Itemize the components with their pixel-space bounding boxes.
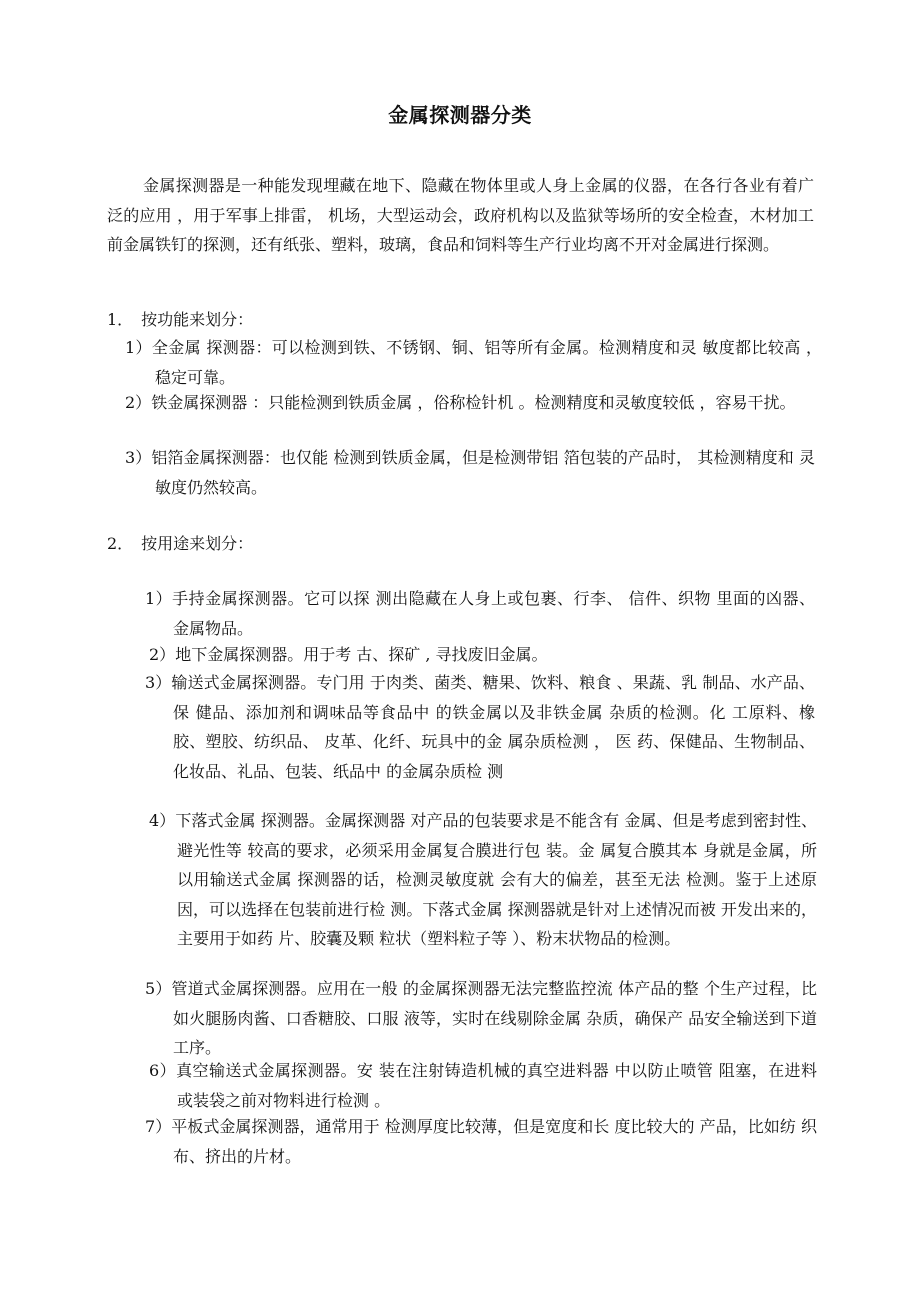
item-text: 平板式金属探测器，通常用于 检测厚度比较薄，但是宽度和长 度比较大的 产品，比如纺 织布、挤出的片材。 bbox=[171, 1117, 817, 1166]
section-1-heading: 1． 按功能来划分： bbox=[107, 310, 254, 329]
item-number: 1） bbox=[145, 589, 173, 608]
item-number: 3） bbox=[125, 448, 152, 467]
item-text: 全金属 探测器：可以检测到铁、不锈钢、铜、铝等所有金属。检测精度和灵 敏度都比较高 ，稳定可靠。 bbox=[151, 338, 822, 387]
item-number: 5） bbox=[145, 979, 172, 998]
item-text: 铁金属探测器 ：只能检测到铁质金属 ，俗称检针机 。检测精度和灵敏度较低 ，容易干扰。 bbox=[151, 393, 796, 412]
section-2-item-1 bbox=[145, 584, 815, 643]
item-text: 管道式金属探测器。应用在一般 的金属探测器无法完整监控流 体产品的整 个生产过程，比 如火腿肠肉酱、口香糖胶、口服 液等，实时在线剔除金属 杂质，确保产 品安全输送到下道工序。 bbox=[171, 979, 817, 1057]
item-number: 1） bbox=[125, 338, 152, 357]
item-number: 7） bbox=[145, 1117, 172, 1136]
item-number: 3） bbox=[145, 673, 172, 692]
section-2-item-7 bbox=[145, 1112, 817, 1171]
section-1-item-3 bbox=[125, 443, 815, 502]
intro-paragraph: 金属探测器是一种能发现埋藏在地下、隐藏在物体里或人身上金属的仪器，在各行各业有着广泛的应用 ，用于军事上排雷， 机场，大型运动会，政府机构以及监狱等场所的安全检查，木材加工前金属铁钉的探测，还有纸张、塑料，玻璃，食品和饲料等生产行业均离不开对金属进行探测。 bbox=[107, 176, 814, 254]
item-number: 6） bbox=[149, 1061, 177, 1080]
item-number: 4） bbox=[149, 811, 176, 830]
page-title: 金属探测器分类 bbox=[388, 103, 532, 127]
item-text: 真空输送式金属探测器。安 装在注射铸造机械的真空进料器 中以防止喷管 阻塞，在进料 或装袋之前对物料进行检测 。 bbox=[176, 1061, 818, 1110]
section-2-heading: 2． 按用途来划分： bbox=[107, 534, 254, 553]
section-1-item-2 bbox=[125, 388, 822, 418]
item-number: 2） bbox=[125, 393, 152, 412]
item-text: 手持金属探测器。它可以探 测出隐藏在人身上或包裹、行李、 信件、织物 里面的凶器、 金属物品。 bbox=[172, 589, 815, 638]
item-text: 地下金属探测器。用于考 古、探矿 , 寻找废旧金属。 bbox=[175, 645, 548, 664]
item-text: 下落式金属 探测器。金属探测器 对产品的包装要求是不能含有 金属、但是考虑到密封性、避光性等 较高的要求，必须采用金属复合膜进行包 装。金 属复合膜其本 身就是金属，所以用输送式金属 探测器的话，检测灵敏度就 会有大的偏差，甚至无法 检测。鉴于上述原因，可以选择在包装前进行检 测。下落式金属 探测器就是针对上述情况而被 开发出来的，主要用于如药 片、胶囊及颗 粒状（塑料粒子等 ）、粉末状物品的检测。 bbox=[175, 811, 817, 948]
item-number: 2） bbox=[149, 645, 176, 664]
section-2-item-3 bbox=[145, 668, 815, 786]
section-2-item-2 bbox=[149, 640, 815, 670]
item-text: 铝箔金属探测器：也仅能 检测到铁质金属，但是检测带铝 箔包装的产品时， 其检测精度和 灵敏度仍然较高。 bbox=[151, 448, 815, 497]
section-2-item-5 bbox=[145, 974, 817, 1063]
section-2-item-4 bbox=[149, 806, 817, 954]
item-text: 输送式金属探测器。专门用 于肉类、菌类、糖果、饮料、粮食 、果蔬、乳 制品、水产品、保 健品、添加剂和调味品等食品中 的铁金属以及非铁金属 杂质的检测。化 工原料、橡胶、塑胶、纺织品、 皮革、化纤、玩具中的金 属杂质检测 ， 医 药、保健品、生物制品、化妆品、礼品、包装、纸品中 的金属杂质检 测 bbox=[171, 673, 816, 781]
section-1-item-1 bbox=[125, 333, 822, 392]
section-2-item-6 bbox=[149, 1056, 817, 1115]
